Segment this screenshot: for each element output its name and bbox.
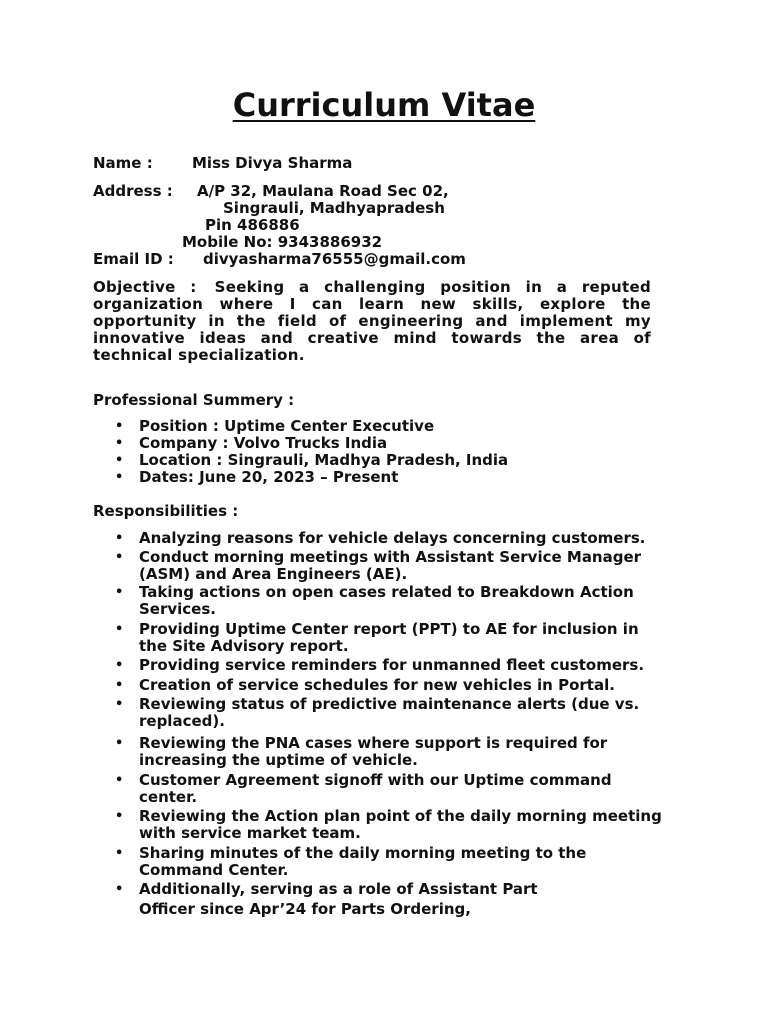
objective-label: Objective : — [93, 278, 197, 296]
responsibilities-heading: Responsibilities : — [93, 502, 239, 520]
bullet-icon: • — [115, 436, 124, 451]
address-pin: Pin 486886 — [205, 216, 300, 234]
bullet-icon: • — [115, 419, 124, 434]
bullet-icon: • — [115, 453, 124, 468]
bullet-icon: • — [115, 622, 124, 637]
name-value: Miss Divya Sharma — [192, 154, 353, 172]
objective-text: Seeking a challenging position in a reputed organization where I can learn new skills, explore the opportunity in the field of engineering and implement my innovative ideas and creative mind towards the area of technical specialization. — [93, 278, 651, 364]
bullet-icon: • — [115, 773, 124, 788]
responsibilities-continuation: Officer since Apr’24 for Parts Ordering, — [139, 900, 471, 918]
bullet-icon: • — [115, 585, 124, 600]
bullet-icon: • — [115, 550, 124, 565]
bullet-icon: • — [115, 658, 124, 673]
page-title: Curriculum Vitae — [232, 86, 536, 124]
mobile-number: Mobile No: 9343886932 — [182, 233, 383, 251]
address-label: Address : — [93, 182, 173, 200]
summary-heading: Professional Summery : — [93, 391, 295, 409]
name-label: Name : — [93, 154, 153, 172]
bullet-icon: • — [115, 470, 124, 485]
bullet-icon: • — [115, 846, 124, 861]
address-line-2: Singrauli, Madhyapradesh — [223, 199, 445, 217]
bullet-icon: • — [115, 697, 124, 712]
bullet-icon: • — [115, 531, 124, 546]
objective-paragraph — [93, 279, 651, 364]
bullet-icon: • — [115, 736, 124, 751]
email-value: divyasharma76555@gmail.com — [203, 250, 466, 268]
bullet-icon: • — [115, 678, 124, 693]
bullet-icon: • — [115, 882, 124, 897]
bullet-icon: • — [115, 809, 124, 824]
email-label: Email ID : — [93, 250, 174, 268]
address-line-1: A/P 32, Maulana Road Sec 02, — [197, 182, 449, 200]
